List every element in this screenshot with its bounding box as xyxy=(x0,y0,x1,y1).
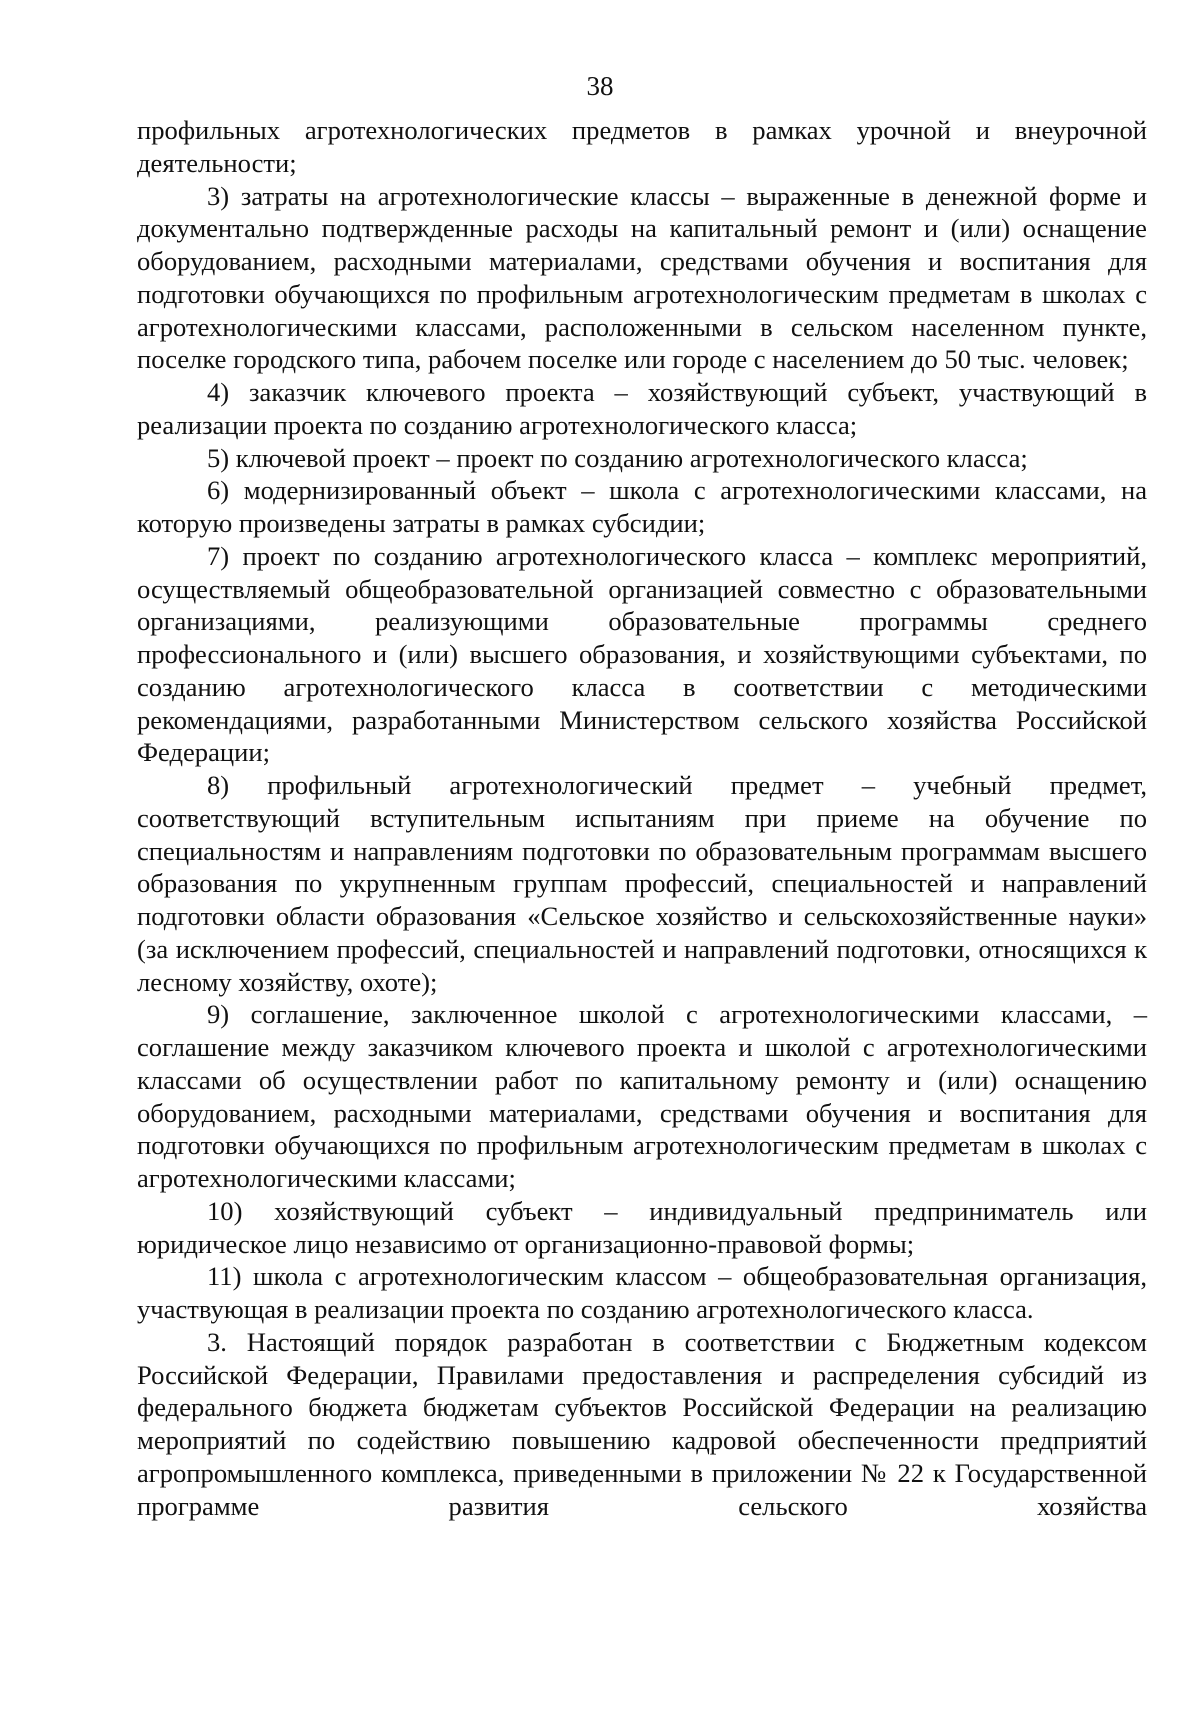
paragraph-item-9-agreement: 9) соглашение, заключенное школой с агротехнологическими классами, – соглашение между заказчиком ключевого проекта и школой с агротехнологическими классами об осуществлении работ по капитальному ремонту и (или) оснащению оборудованием, расходными материалами, средствами обучения и воспитания для подготовки обучающихся по профильным агротехнологическим предметам в школах с агротехнологическими классами; xyxy=(137,999,1147,1193)
paragraph-item-4-customer: 4) заказчик ключевого проекта – хозяйствующий субъект, участвующий в реализации проекта по созданию агротехнологического класса; xyxy=(137,377,1147,440)
paragraph-section-3: 3. Настоящий порядок разработан в соответствии с Бюджетным кодексом Российской Федерации, Правилами предоставления и распределения субсидий из федерального бюджета бюджетам субъектов Российской Федерации на реализацию мероприятий по содействию повышению кадровой обеспеченности предприятий агропромышленного комплекса, приведенными в приложении № 22 к Государственной программе развития сельского хозяйства xyxy=(137,1326,1147,1521)
paragraph-item-8-subject: 8) профильный агротехнологический предмет – учебный предмет, соответствующий вступительным испытаниям при приеме на обучение по специальностям и направлениям подготовки по образовательным программам высшего образования по укрупненным группам профессий, специальностей и направлений подготовки области образования «Сельское хозяйство и сельскохозяйственные науки» (за исключением профессий, специальностей и направлений подготовки, относящихся к лесному хозяйству, охоте); xyxy=(137,770,1147,997)
document-body xyxy=(137,114,1147,1522)
paragraph-item-6-modernized-object: 6) модернизированный объект – школа с агротехнологическими классами, на которую произведены затраты в рамках субсидии; xyxy=(137,475,1147,538)
page-number: 38 xyxy=(586,71,614,101)
paragraph-item-11-school: 11) школа с агротехнологическим классом – общеобразовательная организация, участвующая в реализации проекта по созданию агротехнологического класса. xyxy=(137,1261,1147,1324)
paragraph-item-7-project: 7) проект по созданию агротехнологического класса – комплекс мероприятий, осуществляемый общеобразовательной организацией совместно с образовательными организациями, реализующими образовательные программы среднего профессионального и (или) высшего образования, и хозяйствующими субъектами, по созданию агротехнологического класса в соответствии с методическими рекомендациями, разработанными Министерством сельского хозяйства Российской Федерации; xyxy=(137,540,1147,768)
paragraph-item-10-business-entity: 10) хозяйствующий субъект – индивидуальный предприниматель или юридическое лицо независимо от организационно-правовой формы; xyxy=(137,1195,1147,1259)
paragraph-item-3-costs: 3) затраты на агротехнологические классы – выраженные в денежной форме и документально подтвержденные расходы на капитальный ремонт и (или) оснащение оборудованием, расходными материалами, средствами обучения и воспитания для подготовки обучающихся по профильным агротехнологическим предметам в школах с агротехнологическими классами, расположенными в сельском населенном пункте, поселке городского типа, рабочем поселке или городе с населением до 50 тыс. человек; xyxy=(137,180,1147,375)
paragraph-item-5-key-project: 5) ключевой проект – проект по созданию агротехнологического класса; xyxy=(207,442,1028,473)
paragraph-continuation: профильных агротехнологических предметов в рамках урочной и внеурочной деятельности; xyxy=(137,115,1147,178)
